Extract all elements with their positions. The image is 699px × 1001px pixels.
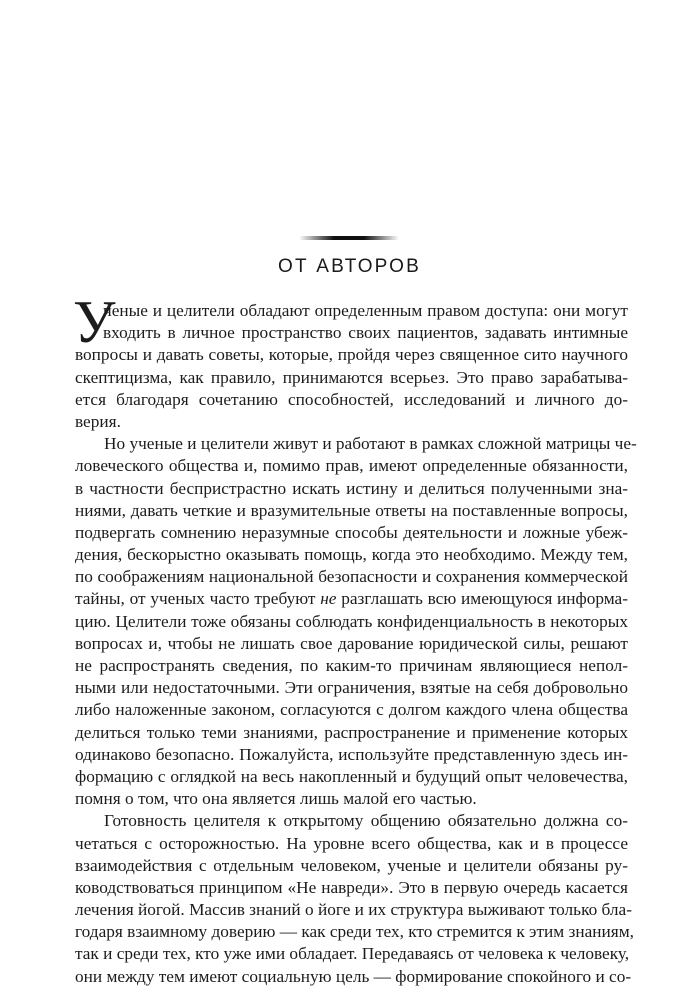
text-line: вопросах и, чтобы не лишать свое дарование юридической силы, решают: [75, 633, 628, 653]
text-line: в частности беспристрастно искать истину и делиться полученными зна-: [75, 478, 628, 498]
text-line: так и среди тех, кто уже ими обладает. Передаваясь от человека к человеку,: [75, 944, 630, 964]
text-line: годаря взаимному доверию — как среди тех, кто стремится к этим знаниям,: [75, 922, 634, 942]
heading-ornament-rule: [299, 236, 399, 240]
text-line: ководствоваться принципом «Не навреди». Это в первую очередь касается: [75, 877, 628, 897]
text-line: ными или недостаточными. Эти ограничения, взятые на себя добровольно: [75, 678, 628, 698]
text-line: помня о том, что она является лишь малой его частью.: [75, 789, 477, 809]
text-line: верия.: [75, 411, 121, 431]
text-line: одинаково безопасно. Пожалуйста, используйте представленную здесь ин-: [75, 744, 628, 764]
text-line: по соображениям национальной безопасности и сохранения коммерческой: [75, 567, 628, 587]
text-line: подвергать сомнению неразумные способы деятельности и ложные убеж-: [75, 522, 628, 542]
text-line: входить в личное пространство своих пациентов, задавать интимные: [103, 323, 628, 343]
text-line: четаться с осторожностью. На уровне всего общества, как и в процессе: [75, 833, 628, 853]
text-line: ловеческого общества и, помимо прав, имеют определенные обязанности,: [75, 456, 628, 476]
text-line: цию. Целители тоже обязаны соблюдать конфиденциальность в некоторых: [75, 611, 628, 631]
text-line: взаимодействия с отдельным человеком, ученые и целители обязаны ру-: [75, 855, 628, 875]
text-line: не распространять сведения, по каким-то причинам являющиеся непол-: [75, 656, 628, 675]
text-line: делиться только теми знаниями, распространение и применение которых: [75, 722, 628, 742]
text-line: Готовность целителя к открытому общению обязательно должна со-: [104, 811, 628, 831]
text-line: вопросы и давать советы, которые, пройдя через священное сито научного: [75, 345, 628, 365]
text-line: лечения йогой. Массив знаний о йоге и их структура выживают только бла-: [75, 900, 632, 920]
chapter-heading: ОТ АВТОРОВ: [278, 256, 421, 277]
text-line: Но ученые и целители живут и работают в рамках сложной матрицы че-: [104, 434, 637, 454]
text-line: они между тем имеют социальную цель — формирование спокойного и со-: [75, 966, 632, 986]
emphasis: не: [320, 589, 337, 609]
drop-cap: У: [73, 289, 116, 355]
text-line: скептицизма, как правило, принимаются всерьез. Это право зарабатыва-: [75, 367, 628, 387]
text-line: ется благодаря сочетанию способностей, исследований и личного до-: [75, 389, 628, 409]
text-line: дения, бескорыстно оказывать помощь, когда это необходимо. Между тем,: [75, 545, 628, 565]
text-line: формацию с оглядкой на весь накопленный и будущий опыт человечества,: [75, 766, 628, 786]
text-line: либо наложенные законом, согласуются с долгом каждого члена общества: [75, 700, 628, 720]
body-text: [73, 289, 637, 988]
text-line: тайны, от ученых часто требуют не разглашать всю имеющуюся информа-: [75, 589, 628, 609]
text-line: ченые и целители обладают определенным правом доступа: они могут: [103, 301, 628, 320]
text-line: ниями, давать четкие и вразумительные ответы на поставленные вопросы,: [75, 500, 628, 520]
